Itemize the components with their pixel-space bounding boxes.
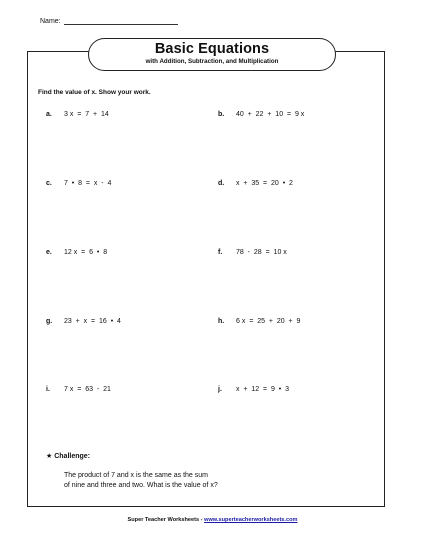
footer-brand: Super Teacher Worksheets	[127, 517, 200, 523]
problem-j	[218, 386, 289, 393]
problem-e	[46, 249, 107, 256]
name-blank-line[interactable]	[64, 17, 178, 25]
problem-d	[218, 180, 293, 187]
problem-g	[46, 318, 121, 325]
problem-equation: x + 35 = 20 • 2	[236, 180, 293, 187]
challenge-question	[64, 471, 284, 490]
footer-separator: -	[199, 517, 205, 523]
problem-letter: j.	[218, 386, 222, 393]
problem-equation: x + 12 = 9 • 3	[236, 386, 290, 393]
problem-letter: d.	[218, 180, 225, 187]
problem-h	[218, 318, 300, 325]
problem-letter: f.	[218, 249, 223, 256]
problem-c	[46, 180, 111, 187]
problem-equation: 3 x = 7 + 14	[64, 111, 109, 118]
footer-url-link[interactable]: www.superteacherworksheets.com	[204, 517, 298, 523]
challenge-line-1: The product of 7 and x is the same as the sum	[64, 472, 208, 479]
problem-letter: c.	[46, 180, 52, 187]
problem-equation: 6 x = 25 + 20 + 9	[236, 318, 301, 325]
problem-equation: 23 + x = 16 • 4	[64, 318, 121, 325]
problem-letter: g.	[46, 318, 53, 325]
problem-letter: i.	[46, 386, 50, 393]
worksheet-frame	[27, 51, 385, 507]
problem-letter: e.	[46, 249, 52, 256]
problem-b	[218, 111, 304, 118]
problem-letter: b.	[218, 111, 225, 118]
problem-equation: 7 x = 63 - 21	[64, 386, 111, 393]
problem-equation: 40 + 22 + 10 = 9 x	[236, 111, 305, 118]
worksheet-title: Basic Equations	[154, 41, 270, 57]
instructions-text: Find the value of x. Show your work.	[38, 89, 151, 96]
footer-credit	[0, 517, 425, 523]
name-field-row	[40, 17, 178, 25]
title-banner	[88, 38, 336, 71]
problem-f	[218, 249, 287, 256]
challenge-line-2: of nine and three and two. What is the value of x?	[64, 481, 218, 489]
problem-i	[46, 386, 111, 393]
challenge-heading: ★ Challenge:	[46, 453, 91, 460]
problem-equation: 78 - 28 = 10 x	[236, 249, 287, 256]
problem-a	[46, 111, 109, 118]
worksheet-subtitle: with Addition, Subtraction, and Multiplication	[145, 58, 279, 65]
name-label: Name:	[40, 18, 61, 25]
problem-letter: h.	[218, 318, 225, 325]
problem-equation: 12 x = 6 • 8	[64, 249, 108, 256]
problem-equation: 7 • 8 = x - 4	[64, 180, 112, 187]
problem-letter: a.	[46, 111, 52, 118]
